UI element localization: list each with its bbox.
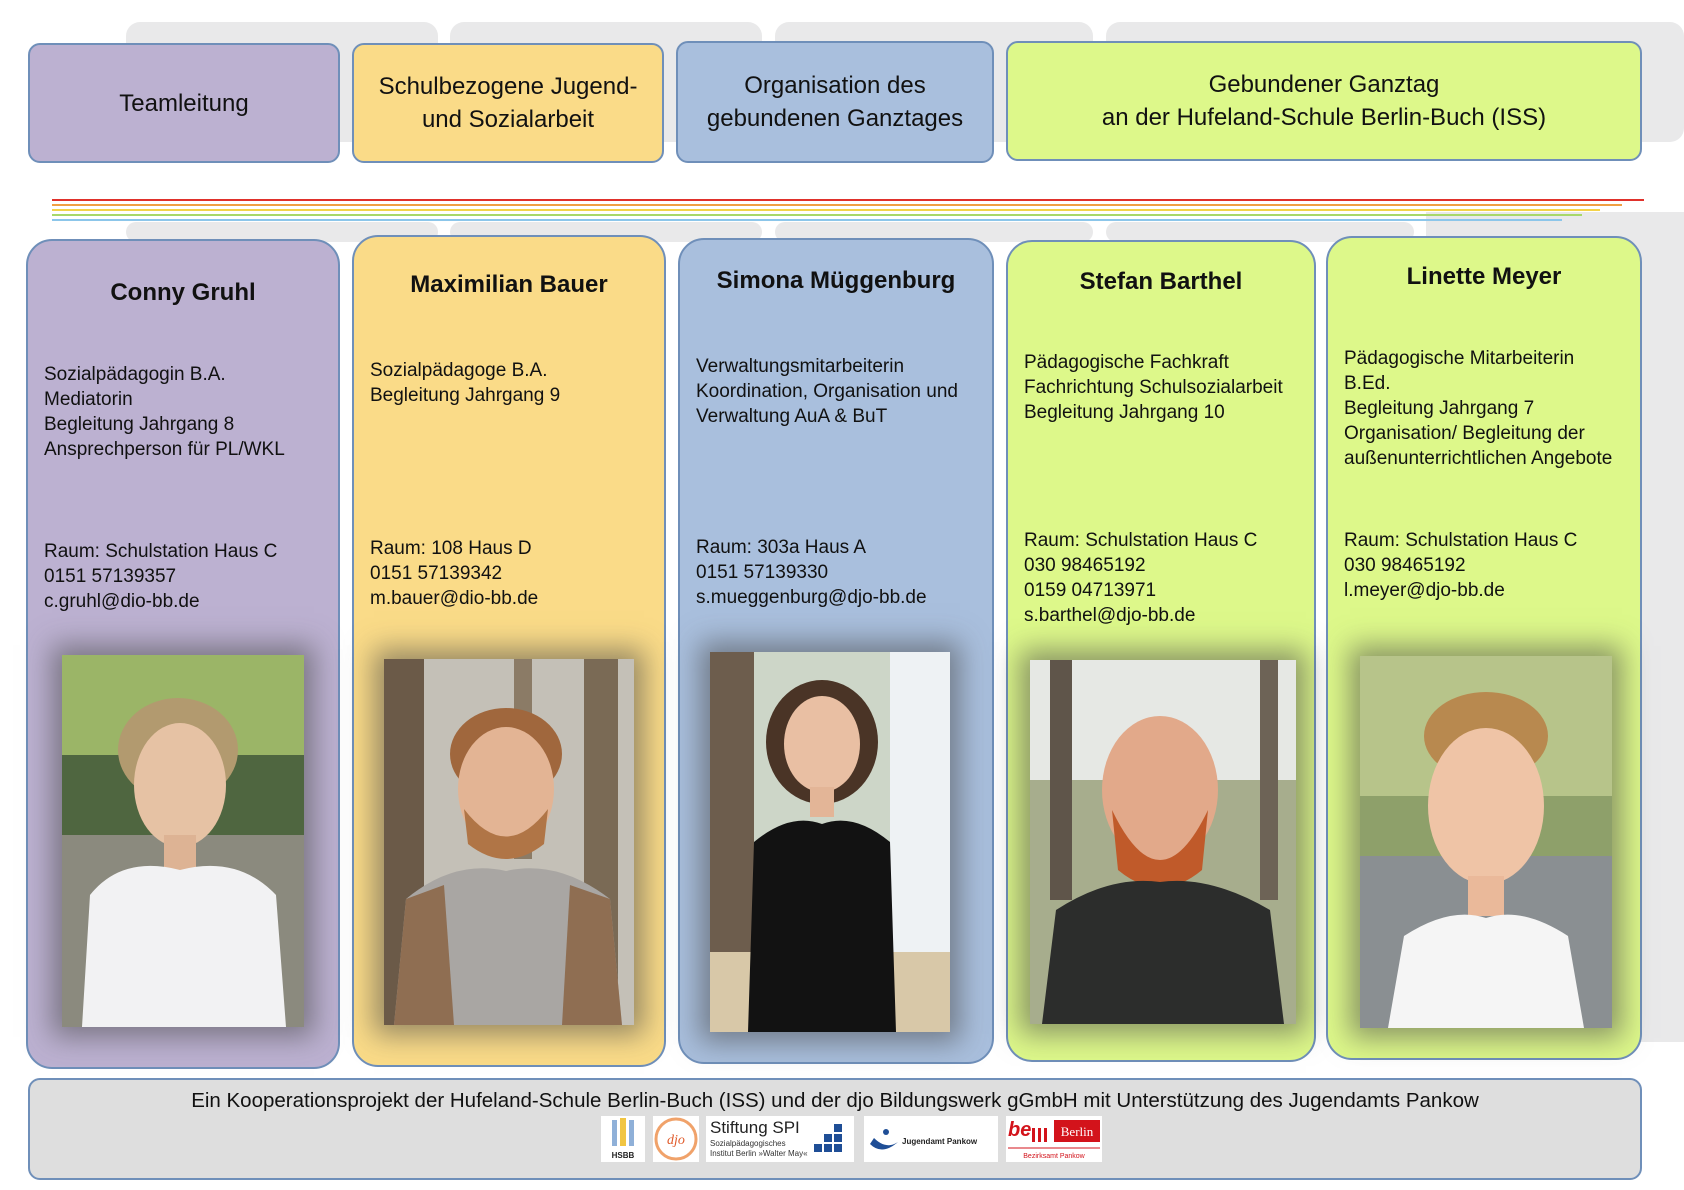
staff-photo xyxy=(1030,660,1296,1024)
role-line: Sozialpädagogin B.A. xyxy=(44,364,226,385)
contact-room: Raum: 108 Haus D xyxy=(370,538,532,559)
stiftung-spi-logo xyxy=(706,1116,854,1162)
contact-phone: 030 98465192 xyxy=(1024,555,1146,576)
header-jugend-sozialarbeit xyxy=(352,43,664,163)
contact-phone: 030 98465192 xyxy=(1344,555,1466,576)
role-line: B.Ed. xyxy=(1344,373,1391,394)
header-jugend-sozialarbeit-label: Schulbezogene Jugend- und Sozialarbeit xyxy=(378,73,638,133)
header-teamleitung xyxy=(28,43,340,163)
role-line: Verwaltung AuA & BuT xyxy=(696,406,888,427)
staff-contact xyxy=(44,539,330,614)
svg-text:djo: djo xyxy=(667,1133,685,1148)
jugendamt-pankow-logo xyxy=(864,1116,998,1162)
contact-room: Raum: Schulstation Haus C xyxy=(44,541,278,562)
contact-room: Raum: Schulstation Haus C xyxy=(1024,530,1258,551)
contact-phone: 0151 57139357 xyxy=(44,566,177,587)
staff-name: Simona Müggenburg xyxy=(716,267,956,294)
staff-name: Linette Meyer xyxy=(1406,263,1562,290)
staff-roles xyxy=(370,358,656,408)
role-line: Mediatorin xyxy=(44,389,133,410)
staff-photo xyxy=(710,652,950,1032)
staff-name: Stefan Barthel xyxy=(1079,268,1243,295)
contact-phone: 0151 57139330 xyxy=(696,562,829,583)
role-line: Pädagogische Mitarbeiterin xyxy=(1344,348,1575,369)
role-line: Koordination, Organisation und xyxy=(696,381,958,402)
footer-text: Ein Kooperationsprojekt der Hufeland-Schule Berlin-Buch (ISS) und der djo Bildungswerk gGmbH mit Unterstützung des Jugendamts Pankow xyxy=(191,1089,1479,1112)
contact-phone-mobile: 0159 04713971 xyxy=(1024,580,1157,601)
staff-contact xyxy=(1344,528,1632,603)
role-line: Organisation/ Begleitung der xyxy=(1344,423,1585,444)
header-gebundener-ganztag-label: Gebundener Ganztag an der Hufeland-Schule Berlin-Buch (ISS) xyxy=(1101,71,1547,131)
staff-card-linette-meyer xyxy=(1326,236,1642,1060)
svg-text:Bezirksamt Pankow: Bezirksamt Pankow xyxy=(1023,1153,1085,1160)
contact-phone: 0151 57139342 xyxy=(370,563,503,584)
staff-roles xyxy=(1344,346,1632,471)
svg-text:Stiftung SPI: Stiftung SPI xyxy=(710,1118,800,1137)
staff-roles xyxy=(1024,350,1306,425)
djo-logo xyxy=(653,1116,699,1162)
contact-email[interactable]: m.bauer@dio-bb.de xyxy=(370,588,539,609)
staff-card-maximilian-bauer xyxy=(352,235,666,1067)
role-line: Fachrichtung Schulsozialarbeit xyxy=(1024,377,1283,398)
staff-photo xyxy=(384,659,634,1025)
staff-contact xyxy=(696,535,984,610)
staff-name: Conny Gruhl xyxy=(110,279,256,306)
role-line: Verwaltungsmitarbeiterin xyxy=(696,356,905,377)
role-line: Pädagogische Fachkraft xyxy=(1024,352,1229,373)
svg-text:Institut Berlin »Walter May«: Institut Berlin »Walter May« xyxy=(710,1149,808,1158)
contact-email[interactable]: c.gruhl@dio-bb.de xyxy=(44,591,200,612)
rainbow-divider xyxy=(52,198,1644,222)
header-teamleitung-label: Teamleitung xyxy=(119,89,249,117)
header-organisation-ganztag xyxy=(676,41,994,163)
role-line: Begleitung Jahrgang 8 xyxy=(44,414,235,435)
footer-banner xyxy=(28,1078,1642,1180)
role-line: Ansprechperson für PL/WKL xyxy=(44,439,285,460)
contact-email[interactable]: s.mueggenburg@djo-bb.de xyxy=(696,587,927,608)
header-organisation-ganztag-label: Organisation des gebundenen Ganztages xyxy=(706,72,964,132)
staff-name: Maximilian Bauer xyxy=(410,271,608,298)
staff-photo xyxy=(62,655,304,1027)
svg-text:Jugendamt Pankow: Jugendamt Pankow xyxy=(902,1137,978,1146)
svg-text:be: be xyxy=(1008,1119,1032,1141)
staff-card-stefan-barthel xyxy=(1006,240,1316,1062)
staff-contact xyxy=(370,536,656,611)
role-line: Begleitung Jahrgang 10 xyxy=(1024,402,1225,423)
berlin-bezirksamt-logo xyxy=(1006,1116,1102,1162)
staff-contact xyxy=(1024,528,1306,628)
role-line: Begleitung Jahrgang 9 xyxy=(370,385,561,406)
header-gebundener-ganztag xyxy=(1006,41,1642,161)
role-line: außenunterrichtlichen Angebote xyxy=(1344,448,1613,469)
svg-text:Berlin: Berlin xyxy=(1060,1124,1094,1139)
role-line: Begleitung Jahrgang 7 xyxy=(1344,398,1535,419)
contact-room: Raum: 303a Haus A xyxy=(696,537,867,558)
staff-roles xyxy=(44,362,330,462)
role-line: Sozialpädagoge B.A. xyxy=(370,360,548,381)
contact-room: Raum: Schulstation Haus C xyxy=(1344,530,1578,551)
contact-email[interactable]: s.barthel@djo-bb.de xyxy=(1024,605,1196,626)
staff-photo xyxy=(1360,656,1612,1028)
staff-roles xyxy=(696,354,984,429)
svg-text:Sozialpädagogisches: Sozialpädagogisches xyxy=(710,1139,786,1148)
contact-email[interactable]: l.meyer@djo-bb.de xyxy=(1344,580,1505,601)
svg-text:HSBB: HSBB xyxy=(611,1151,635,1160)
staff-card-conny-gruhl xyxy=(26,239,340,1069)
staff-card-simona-mueggenburg xyxy=(678,238,994,1064)
hsbb-logo xyxy=(601,1116,645,1162)
